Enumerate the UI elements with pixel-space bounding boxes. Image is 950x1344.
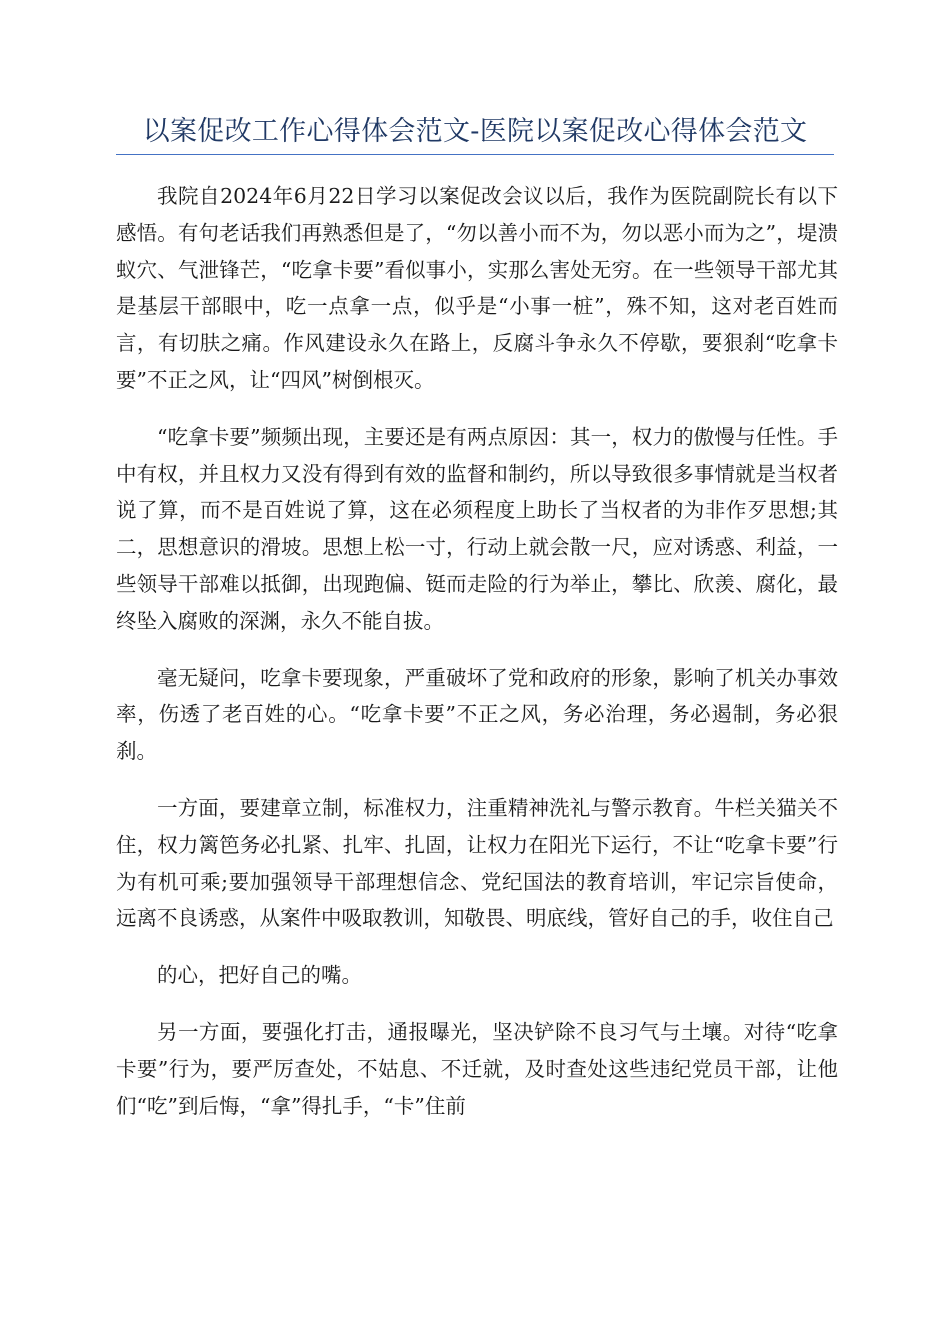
document-body (116, 178, 838, 1144)
paragraph-1: 我院自2024年6月22日学习以案促改会议以后，我作为医院副院长有以下感悟。有句老话我们再熟悉但是了，“勿以善小而不为，勿以恶小而为之”，堤溃蚁穴、气泄锋芒，“吃拿卡要”看似事小，实那么害处无穷。在一些领导干部尤其是基层干部眼中，吃一点拿一点，似乎是“小事一桩”，殊不知，这对老百姓而言，有切肤之痛。作风建设永久在路上，反腐斗争永久不停歇，要狠刹“吃拿卡要”不正之风，让“四风”树倒根灭。 (116, 184, 838, 392)
paragraph-6: 另一方面，要强化打击，通报曝光，坚决铲除不良习气与土壤。对待“吃拿卡要”行为，要严厉查处，不姑息、不迁就，及时查处这些违纪党员干部，让他们“吃”到后悔，“拿”得扎手，“卡”住前 (116, 1019, 838, 1118)
paragraph-4: 一方面，要建章立制，标准权力，注重精神洗礼与警示教育。牛栏关猫关不住，权力篱笆务必扎紧、扎牢、扎固，让权力在阳光下运行，不让“吃拿卡要”行为有机可乘;要加强领导干部理想信念、党纪国法的教育培训，牢记宗旨使命，远离不良诱惑，从案件中吸取教训，知敬畏、明底线，管好自己的手，收住自己 (116, 795, 838, 931)
title-underline (116, 154, 834, 155)
paragraph-3: 毫无疑问，吃拿卡要现象，严重破坏了党和政府的形象，影响了机关办事效率，伤透了老百姓的心。“吃拿卡要”不正之风，务必治理，务必遏制，务必狠刹。 (116, 665, 838, 764)
paragraph-2: “吃拿卡要”频频出现，主要还是有两点原因：其一，权力的傲慢与任性。手中有权，并且权力又没有得到有效的监督和制约，所以导致很多事情就是当权者说了算，而不是百姓说了算，这在必须程度上助长了当权者的为非作歹思想;其二，思想意识的滑坡。思想上松一寸，行动上就会散一尺，应对诱惑、利益，一些领导干部难以抵御，出现跑偏、铤而走险的行为举止，攀比、欣羡、腐化，最终坠入腐败的深渊，永久不能自拔。 (116, 424, 838, 633)
document-title: 以案促改工作心得体会范文-医院以案促改心得体会范文 (142, 116, 808, 147)
paragraph-5: 的心，把好自己的嘴。 (157, 963, 362, 988)
